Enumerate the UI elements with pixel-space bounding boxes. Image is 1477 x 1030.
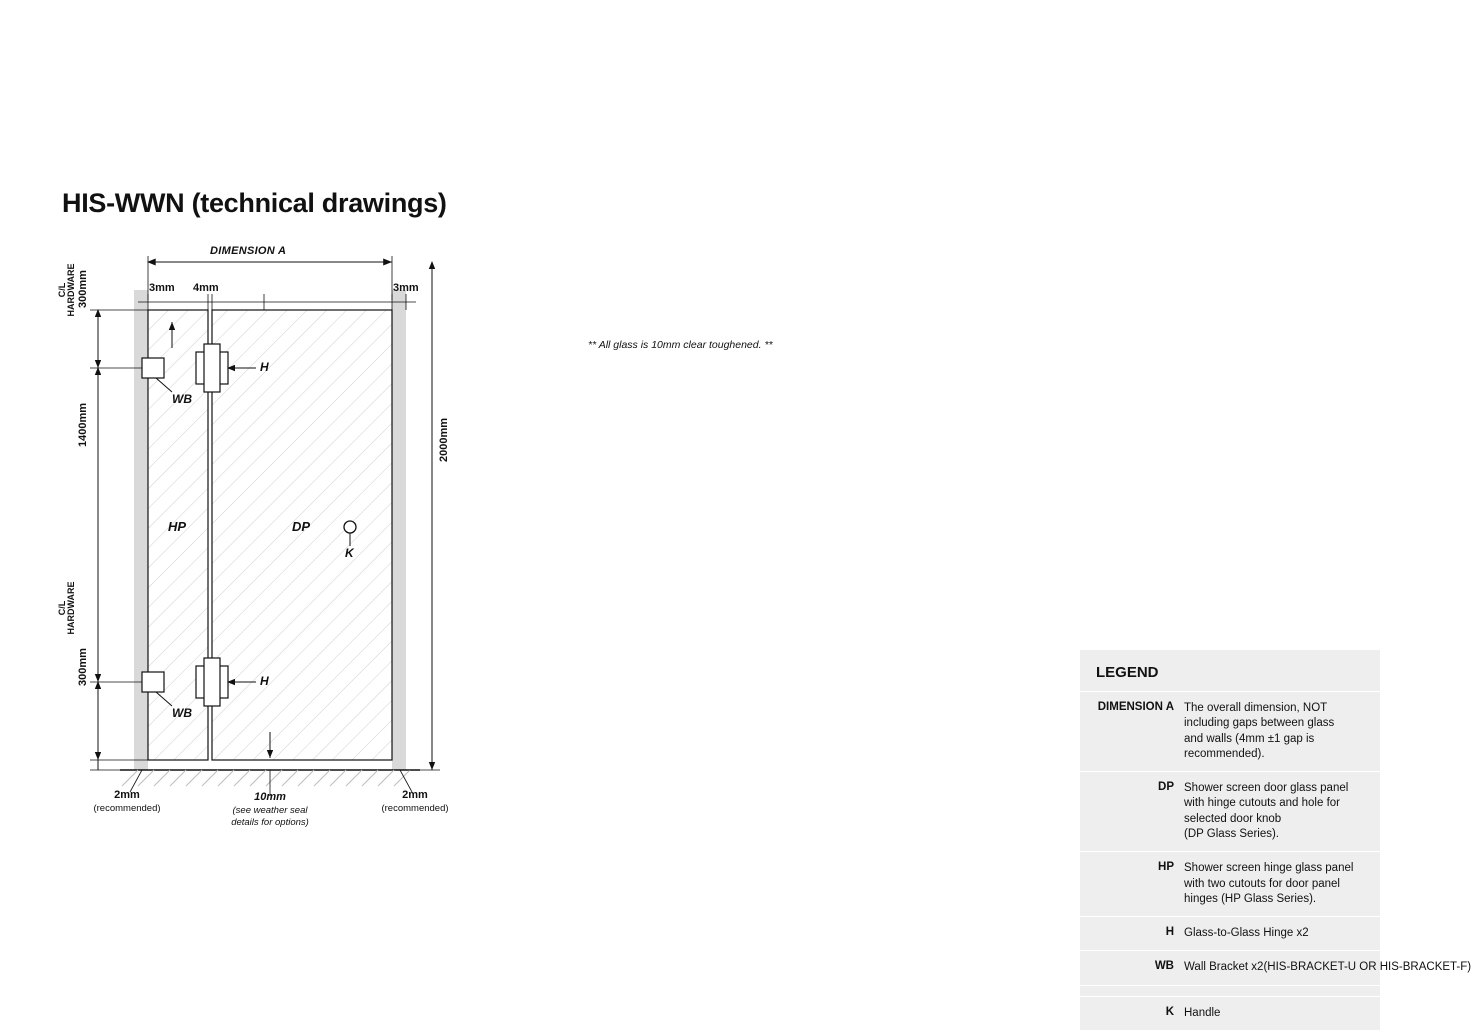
legend-value-line: Shower screen door glass panel xyxy=(1184,782,1349,795)
bottom-hardware-centerline-label xyxy=(58,578,77,638)
shower-screen-drawing xyxy=(57,240,480,840)
cl-hardware-text-bottom: C/L HARDWARE xyxy=(57,581,77,635)
legend-row-wb xyxy=(1080,950,1472,984)
bottom-center-gap-note-2: details for options) xyxy=(231,817,309,828)
legend-wrapper xyxy=(540,325,1472,1019)
legend-row-spacer xyxy=(1080,985,1380,996)
bottom-center-gap-note-1: (see weather seal xyxy=(232,805,308,816)
door-gap-label: 4mm xyxy=(193,282,219,294)
legend-panel xyxy=(1080,650,1472,1030)
top-hardware-dim: 300mm xyxy=(77,270,89,308)
legend-row-h xyxy=(1080,916,1380,950)
bottom-hardware-dim: 300mm xyxy=(77,648,89,686)
legend-heading: LEGEND xyxy=(1096,664,1159,681)
legend-value-line: Glass-to-Glass Hinge x2 xyxy=(1184,927,1309,940)
bottom-right-gap: 2mm xyxy=(402,789,428,801)
bottom-right-gap-note: (recommended) xyxy=(381,803,449,814)
legend-key: DP xyxy=(1158,781,1174,794)
legend-value xyxy=(1184,926,1315,941)
legend-value-line: (DP Glass Series). xyxy=(1184,827,1280,840)
hinge-bottom-callout: H xyxy=(260,674,269,688)
legend-key: HP xyxy=(1158,861,1174,874)
legend-key: K xyxy=(1165,1005,1174,1018)
hp-panel-label: HP xyxy=(168,519,187,534)
legend-value-line: Handle xyxy=(1184,1006,1221,1019)
legend-value-line: selected door knob xyxy=(1184,812,1282,825)
legend-value xyxy=(1184,781,1354,842)
legend-row-hp xyxy=(1080,851,1380,916)
wall-bracket-bottom xyxy=(142,672,164,692)
middle-dim: 1400mm xyxy=(77,402,89,448)
wall-bracket-top xyxy=(142,358,164,378)
door-glass-panel-DP xyxy=(212,310,392,760)
legend-value xyxy=(1184,701,1340,762)
legend-row-dimension-a xyxy=(1080,691,1380,771)
dp-panel-label: DP xyxy=(292,519,311,534)
legend-value-line: with hinge cutouts and hole for xyxy=(1184,797,1340,810)
legend-row-k xyxy=(1080,996,1380,1030)
legend-key: DIMENSION A xyxy=(1097,701,1174,713)
dimension-a-label: DIMENSION A xyxy=(210,245,287,257)
legend-value-line: including gaps between glass xyxy=(1184,717,1335,730)
right-gap-label: 3mm xyxy=(393,282,419,294)
floor-hatching xyxy=(122,770,410,786)
legend-value xyxy=(1184,861,1359,907)
top-hardware-centerline-label xyxy=(58,260,77,320)
handle-hole-K xyxy=(344,521,356,533)
legend-value-line: Shower screen hinge glass panel xyxy=(1184,862,1354,875)
legend-value xyxy=(1184,960,1477,975)
legend-key: WB xyxy=(1154,960,1174,973)
bottom-left-gap-note: (recommended) xyxy=(93,803,161,814)
bottom-left-gap: 2mm xyxy=(114,789,140,801)
legend-value-line: Wall Bracket x2(HIS-BRACKET-U OR HIS-BRACKET-F) xyxy=(1184,961,1472,974)
page-title: HIS-WWN (technical drawings) xyxy=(62,188,447,218)
cl-hardware-text-top: C/L HARDWARE xyxy=(57,263,77,317)
legend-value-line: with two cutouts for door panel xyxy=(1184,877,1340,890)
legend-value xyxy=(1184,1006,1226,1021)
legend-value-line: hinges (HP Glass Series). xyxy=(1184,892,1317,905)
legend-value-line: The overall dimension, NOT xyxy=(1184,702,1328,714)
hinge-top-callout: H xyxy=(260,360,269,374)
wall-bracket-top-callout: WB xyxy=(172,392,192,406)
legend-row-dp xyxy=(1080,771,1380,851)
bottom-center-gap: 10mm xyxy=(254,791,286,803)
legend-note: ** All glass is 10mm clear toughened. ** xyxy=(588,339,773,351)
legend-value-line: recommended). xyxy=(1184,747,1265,760)
legend-key: H xyxy=(1165,926,1174,939)
overall-height-dim: 2000mm xyxy=(438,417,450,463)
legend-value-line: and walls (4mm ±1 gap is xyxy=(1184,732,1315,745)
drawing-svg xyxy=(60,240,480,840)
wall-bracket-bottom-callout: WB xyxy=(172,706,192,720)
handle-callout: K xyxy=(345,546,354,560)
left-gap-label: 3mm xyxy=(149,282,175,294)
right-wall xyxy=(392,290,406,770)
